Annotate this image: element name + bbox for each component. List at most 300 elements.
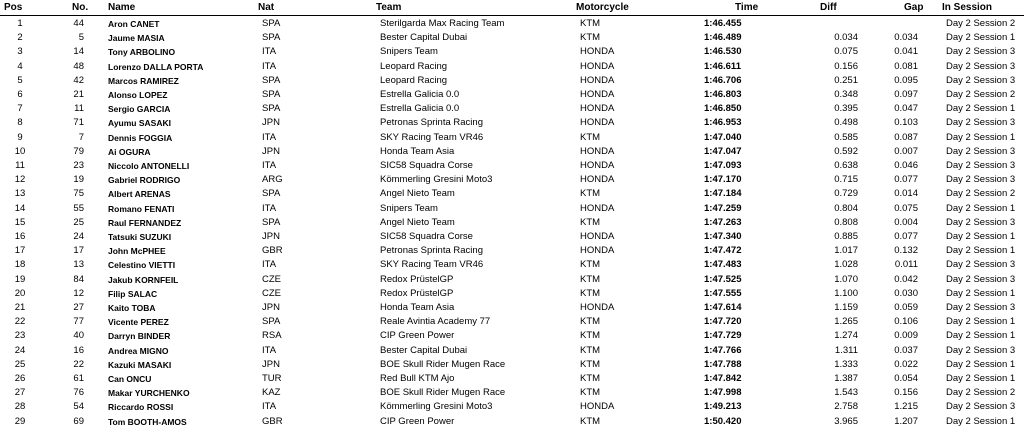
cell-team: SKY Racing Team VR46	[380, 131, 484, 143]
header-motorcycle: Motorcycle	[576, 2, 629, 13]
cell-motorcycle: KTM	[580, 330, 601, 342]
cell-team: Estrella Galicia 0.0	[380, 89, 460, 100]
cell-diff: 1.274	[834, 330, 858, 342]
cell-time: 1:46.489	[704, 32, 742, 44]
cell-nationality: ITA	[262, 259, 277, 271]
cell-number: 12	[73, 287, 84, 299]
cell-time: 1:47.340	[704, 231, 742, 242]
cell-nationality: JPN	[262, 117, 280, 129]
table-row	[0, 230, 1024, 244]
cell-team: Angel Nieto Team	[380, 216, 455, 228]
cell-gap: 0.047	[894, 103, 918, 115]
cell-diff: 1.159	[834, 302, 858, 313]
table-row	[0, 273, 1024, 287]
cell-diff: 0.395	[834, 103, 858, 115]
cell-gap: 0.054	[894, 373, 918, 384]
table-row	[0, 202, 1024, 216]
cell-team: Estrella Galicia 0.0	[380, 103, 460, 115]
cell-time: 1:46.706	[704, 74, 742, 86]
table-row	[0, 102, 1024, 116]
cell-team: SKY Racing Team VR46	[380, 259, 484, 271]
cell-pos: 7	[17, 103, 23, 115]
table-row	[0, 45, 1024, 59]
cell-number: 25	[73, 216, 84, 228]
table-row	[0, 88, 1024, 102]
cell-number: 55	[73, 202, 84, 214]
cell-diff: 1.387	[834, 373, 858, 384]
table-header	[0, 0, 1024, 16]
cell-rider-name: Vicente PEREZ	[108, 317, 169, 328]
cell-number: 79	[73, 145, 84, 157]
cell-session: Day 2 Session 3	[946, 145, 1016, 157]
cell-nationality: CZE	[262, 273, 281, 285]
cell-diff: 0.729	[834, 188, 858, 200]
cell-time: 1:46.611	[704, 60, 741, 72]
cell-nationality: GBR	[262, 245, 283, 257]
cell-team: Bester Capital Dubai	[380, 32, 468, 44]
cell-gap: 0.081	[894, 60, 918, 72]
cell-rider-name: Tony ARBOLINO	[108, 47, 176, 58]
cell-time: 1:47.720	[704, 316, 742, 328]
cell-number: 48	[73, 60, 84, 72]
cell-pos: 20	[14, 287, 26, 299]
cell-diff: 1.333	[834, 358, 858, 370]
cell-gap: 0.075	[894, 202, 918, 214]
cell-pos: 19	[14, 273, 26, 285]
cell-session: Day 2 Session 2	[946, 18, 1016, 29]
cell-diff: 2.758	[834, 401, 858, 413]
cell-time: 1:50.420	[704, 415, 742, 427]
cell-time: 1:47.170	[704, 174, 742, 186]
cell-rider-name: Darryn BINDER	[108, 331, 171, 342]
cell-motorcycle: HONDA	[580, 174, 615, 186]
cell-number: 44	[73, 18, 84, 29]
cell-rider-name: Sergio GARCIA	[108, 104, 171, 115]
cell-motorcycle: HONDA	[580, 46, 615, 58]
cell-team: Kömmerling Gresini Moto3	[380, 174, 493, 186]
cell-time: 1:47.998	[704, 387, 742, 399]
cell-team: CIP Green Power	[380, 415, 455, 427]
cell-gap: 0.059	[894, 302, 918, 313]
cell-nationality: JPN	[262, 358, 280, 370]
cell-number: 24	[73, 231, 84, 242]
cell-nationality: ITA	[262, 344, 277, 356]
cell-number: 75	[73, 188, 84, 200]
cell-time: 1:46.953	[704, 117, 742, 129]
cell-nationality: ARG	[262, 174, 283, 186]
cell-number: 14	[73, 46, 84, 58]
cell-motorcycle: HONDA	[580, 202, 615, 214]
cell-rider-name: Celestino VIETTI	[108, 260, 176, 271]
cell-pos: 11	[15, 160, 25, 171]
table-row	[0, 415, 1024, 429]
cell-motorcycle: KTM	[580, 387, 601, 399]
cell-rider-name: Gabriel RODRIGO	[108, 175, 181, 186]
cell-session: Day 2 Session 1	[946, 103, 1016, 115]
cell-motorcycle: KTM	[580, 273, 601, 285]
cell-pos: 10	[14, 145, 26, 157]
cell-session: Day 2 Session 1	[946, 330, 1016, 342]
cell-number: 21	[73, 89, 84, 100]
cell-diff: 1.543	[834, 387, 858, 399]
cell-pos: 14	[14, 202, 26, 214]
cell-diff: 1.265	[834, 316, 858, 328]
cell-motorcycle: HONDA	[580, 401, 615, 413]
cell-number: 40	[73, 330, 84, 342]
cell-motorcycle: KTM	[580, 415, 601, 427]
cell-team: Sterilgarda Max Racing Team	[380, 18, 505, 29]
header-name: Name	[108, 2, 136, 13]
cell-number: 22	[73, 358, 84, 370]
cell-team: Snipers Team	[380, 46, 438, 58]
cell-diff: 1.100	[834, 287, 858, 299]
cell-pos: 23	[14, 330, 26, 342]
cell-team: Petronas Sprinta Racing	[380, 245, 483, 257]
cell-number: 11	[74, 103, 84, 115]
cell-nationality: KAZ	[262, 387, 281, 399]
cell-team: BOE Skull Rider Mugen Race	[380, 358, 506, 370]
cell-rider-name: Romano FENATI	[108, 203, 175, 214]
header-no: No.	[72, 2, 89, 13]
cell-nationality: ITA	[262, 401, 277, 413]
cell-time: 1:47.614	[704, 302, 742, 313]
cell-diff: 0.715	[834, 174, 858, 186]
cell-motorcycle: HONDA	[580, 245, 615, 257]
cell-gap: 0.042	[894, 273, 918, 285]
cell-pos: 26	[14, 373, 26, 384]
cell-pos: 22	[14, 316, 26, 328]
cell-rider-name: Kazuki MASAKI	[108, 359, 172, 370]
cell-session: Day 2 Session 3	[946, 344, 1016, 356]
cell-gap: 0.132	[894, 245, 918, 257]
cell-gap: 0.014	[894, 188, 918, 200]
cell-session: Day 2 Session 3	[946, 216, 1016, 228]
cell-motorcycle: HONDA	[580, 60, 615, 72]
cell-pos: 6	[17, 89, 23, 100]
table-row	[0, 216, 1024, 230]
cell-motorcycle: KTM	[580, 18, 601, 29]
cell-pos: 16	[14, 231, 26, 242]
cell-rider-name: Filip SALAC	[108, 288, 158, 299]
cell-rider-name: Alonso LOPEZ	[108, 90, 168, 100]
table-row	[0, 116, 1024, 130]
cell-number: 5	[78, 32, 84, 44]
cell-nationality: CZE	[262, 287, 281, 299]
cell-gap: 0.077	[894, 174, 918, 186]
cell-gap: 0.022	[894, 358, 918, 370]
cell-nationality: ITA	[262, 46, 277, 58]
cell-team: CIP Green Power	[380, 330, 455, 342]
cell-time: 1:47.555	[704, 287, 742, 299]
cell-nationality: ITA	[262, 60, 277, 72]
cell-number: 23	[73, 160, 84, 171]
cell-time: 1:47.766	[704, 344, 742, 356]
cell-time: 1:47.472	[704, 245, 742, 257]
cell-motorcycle: HONDA	[580, 103, 615, 115]
table-row	[0, 244, 1024, 258]
cell-diff: 0.638	[834, 160, 858, 171]
cell-session: Day 2 Session 1	[946, 231, 1016, 242]
cell-number: 71	[73, 117, 84, 129]
cell-motorcycle: KTM	[580, 216, 601, 228]
cell-session: Day 2 Session 3	[946, 174, 1016, 186]
cell-nationality: SPA	[262, 103, 281, 115]
cell-gap: 0.034	[894, 32, 918, 44]
cell-nationality: SPA	[262, 188, 281, 200]
cell-number: 7	[78, 131, 84, 143]
table-row	[0, 60, 1024, 74]
cell-time: 1:47.483	[704, 259, 742, 271]
table-row	[0, 74, 1024, 88]
cell-diff: 0.808	[834, 216, 858, 228]
cell-team: Honda Team Asia	[380, 302, 455, 313]
cell-gap: 0.007	[894, 145, 918, 157]
cell-pos: 12	[14, 174, 26, 186]
cell-rider-name: Jaume MASIA	[108, 33, 165, 44]
table-row	[0, 287, 1024, 301]
cell-pos: 17	[14, 245, 26, 257]
table-row	[0, 17, 1024, 31]
cell-time: 1:47.788	[704, 358, 742, 370]
cell-pos: 13	[14, 188, 26, 200]
cell-number: 77	[73, 316, 84, 328]
cell-session: Day 2 Session 3	[946, 46, 1016, 58]
cell-time: 1:46.530	[704, 46, 742, 58]
cell-rider-name: Can ONCU	[108, 374, 152, 384]
cell-nationality: ITA	[262, 131, 277, 143]
cell-nationality: SPA	[262, 316, 281, 328]
cell-pos: 28	[14, 401, 26, 413]
cell-pos: 29	[14, 415, 26, 427]
cell-time: 1:46.850	[704, 103, 742, 115]
cell-motorcycle: KTM	[580, 358, 601, 370]
cell-pos: 9	[17, 131, 23, 143]
cell-motorcycle: KTM	[580, 373, 601, 384]
cell-number: 27	[73, 302, 84, 313]
cell-session: Day 2 Session 3	[946, 74, 1016, 86]
table-row	[0, 159, 1024, 173]
table-row	[0, 173, 1024, 187]
cell-session: Day 2 Session 1	[946, 415, 1016, 427]
cell-pos: 24	[14, 344, 26, 356]
cell-motorcycle: KTM	[580, 344, 601, 356]
table-row	[0, 31, 1024, 45]
cell-team: Kömmerling Gresini Moto3	[380, 401, 493, 413]
cell-motorcycle: KTM	[580, 287, 601, 299]
cell-number: 13	[73, 259, 84, 271]
cell-time: 1:47.525	[704, 273, 742, 285]
cell-time: 1:47.040	[704, 131, 742, 143]
cell-rider-name: Jakub KORNFEIL	[108, 274, 179, 285]
cell-time: 1:47.184	[704, 188, 742, 200]
cell-time: 1:49.213	[704, 401, 742, 413]
cell-session: Day 2 Session 1	[946, 287, 1016, 299]
table-row	[0, 301, 1024, 315]
cell-pos: 1	[17, 18, 23, 29]
cell-gap: 0.011	[894, 259, 918, 271]
cell-nationality: SPA	[262, 18, 281, 29]
cell-session: Day 2 Session 1	[946, 358, 1016, 370]
cell-session: Day 2 Session 2	[946, 188, 1016, 200]
cell-gap: 0.087	[894, 131, 918, 143]
cell-nationality: GBR	[262, 415, 283, 427]
cell-gap: 0.095	[894, 74, 918, 86]
cell-time: 1:46.455	[704, 18, 742, 29]
cell-team: Angel Nieto Team	[380, 188, 455, 200]
cell-gap: 0.097	[894, 89, 918, 100]
cell-rider-name: Kaito TOBA	[108, 303, 156, 313]
cell-time: 1:47.259	[704, 202, 742, 214]
cell-nationality: JPN	[262, 231, 280, 242]
cell-diff: 0.885	[834, 231, 858, 242]
cell-gap: 1.207	[894, 415, 918, 427]
table-row	[0, 344, 1024, 358]
cell-rider-name: Ayumu SASAKI	[108, 118, 171, 129]
cell-nationality: SPA	[262, 74, 281, 86]
cell-nationality: ITA	[262, 202, 277, 214]
cell-pos: 2	[17, 32, 23, 44]
cell-pos: 3	[17, 46, 23, 58]
cell-gap: 0.037	[894, 344, 918, 356]
table-row	[0, 258, 1024, 272]
cell-rider-name: Makar YURCHENKO	[108, 388, 190, 399]
table-row	[0, 329, 1024, 343]
header-divider	[0, 15, 1024, 16]
cell-diff: 0.034	[834, 32, 858, 44]
cell-team: Redox PrüstelGP	[380, 273, 454, 285]
cell-team: Snipers Team	[380, 202, 438, 214]
header-pos: Pos	[4, 2, 23, 13]
header-diff: Diff	[820, 2, 837, 13]
cell-rider-name: Tom BOOTH-AMOS	[108, 416, 187, 427]
table-row	[0, 386, 1024, 400]
table-row	[0, 145, 1024, 159]
cell-session: Day 2 Session 1	[946, 373, 1016, 384]
cell-session: Day 2 Session 1	[946, 245, 1016, 257]
cell-time: 1:47.263	[704, 216, 742, 228]
cell-gap: 0.004	[894, 216, 918, 228]
cell-rider-name: Albert ARENAS	[108, 189, 171, 200]
cell-rider-name: John McPHEE	[108, 246, 166, 257]
cell-pos: 27	[14, 387, 26, 399]
cell-number: 42	[73, 74, 84, 86]
cell-diff: 0.348	[834, 89, 858, 100]
cell-session: Day 2 Session 3	[946, 259, 1016, 271]
cell-team: SIC58 Squadra Corse	[380, 160, 473, 171]
cell-rider-name: Aron CANET	[108, 19, 160, 29]
cell-session: Day 2 Session 1	[946, 32, 1016, 44]
cell-time: 1:47.842	[704, 373, 742, 384]
cell-pos: 4	[17, 60, 23, 72]
cell-gap: 0.009	[894, 330, 918, 342]
cell-rider-name: Ai OGURA	[108, 146, 151, 157]
cell-diff: 0.498	[834, 117, 858, 129]
cell-motorcycle: HONDA	[580, 160, 615, 171]
header-time: Time	[735, 2, 759, 13]
cell-session: Day 2 Session 3	[946, 273, 1016, 285]
table-row	[0, 400, 1024, 414]
cell-diff: 1.311	[834, 344, 858, 356]
cell-session: Day 2 Session 1	[946, 202, 1016, 214]
cell-motorcycle: HONDA	[580, 145, 615, 157]
cell-number: 76	[73, 387, 84, 399]
cell-diff: 0.804	[834, 202, 858, 214]
cell-gap: 0.077	[894, 231, 918, 242]
cell-motorcycle: HONDA	[580, 74, 615, 86]
header-gap: Gap	[904, 2, 924, 13]
cell-motorcycle: KTM	[580, 32, 601, 44]
cell-number: 84	[73, 273, 84, 285]
cell-session: Day 2 Session 3	[946, 60, 1016, 72]
table-row	[0, 187, 1024, 201]
header-session: In Session	[942, 2, 993, 13]
cell-gap: 0.156	[894, 387, 918, 399]
cell-diff: 3.965	[834, 415, 858, 427]
cell-motorcycle: KTM	[580, 316, 601, 328]
cell-team: Reale Avintia Academy 77	[380, 316, 491, 328]
cell-team: BOE Skull Rider Mugen Race	[380, 387, 506, 399]
cell-team: Honda Team Asia	[380, 145, 455, 157]
cell-pos: 15	[14, 216, 26, 228]
cell-diff: 1.070	[834, 273, 858, 285]
cell-time: 1:47.729	[704, 330, 742, 342]
cell-motorcycle: HONDA	[580, 117, 615, 129]
cell-number: 19	[73, 174, 84, 186]
cell-nationality: JPN	[262, 302, 280, 313]
cell-nationality: SPA	[262, 216, 281, 228]
cell-team: Petronas Sprinta Racing	[380, 117, 483, 129]
cell-team: Bester Capital Dubai	[380, 344, 468, 356]
cell-motorcycle: KTM	[580, 259, 601, 271]
cell-session: Day 2 Session 1	[946, 316, 1016, 328]
cell-nationality: RSA	[262, 330, 282, 342]
cell-team: Leopard Racing	[380, 60, 448, 72]
cell-gap: 0.046	[894, 160, 918, 171]
cell-time: 1:46.803	[704, 89, 742, 100]
cell-motorcycle: KTM	[580, 131, 601, 143]
cell-rider-name: Riccardo ROSSI	[108, 402, 174, 413]
cell-session: Day 2 Session 3	[946, 302, 1016, 313]
cell-pos: 8	[17, 117, 23, 129]
cell-pos: 18	[14, 259, 26, 271]
cell-rider-name: Raul FERNANDEZ	[108, 217, 182, 228]
cell-rider-name: Lorenzo DALLA PORTA	[108, 61, 204, 72]
cell-time: 1:47.047	[704, 145, 742, 157]
cell-rider-name: Niccolo ANTONELLI	[108, 161, 190, 171]
cell-number: 54	[73, 401, 84, 413]
cell-diff: 0.592	[834, 145, 858, 157]
table-row	[0, 358, 1024, 372]
cell-time: 1:47.093	[704, 160, 742, 171]
cell-team: Redox PrüstelGP	[380, 287, 454, 299]
cell-session: Day 2 Session 3	[946, 401, 1016, 413]
cell-gap: 1.215	[894, 401, 918, 413]
cell-rider-name: Tatsuki SUZUKI	[108, 232, 172, 242]
cell-team: Leopard Racing	[380, 74, 448, 86]
cell-session: Day 2 Session 2	[946, 387, 1016, 399]
cell-number: 61	[73, 373, 84, 384]
header-nat: Nat	[258, 2, 275, 13]
cell-session: Day 2 Session 3	[946, 160, 1016, 171]
cell-team: SIC58 Squadra Corse	[380, 231, 473, 242]
cell-nationality: SPA	[262, 89, 281, 100]
cell-motorcycle: KTM	[580, 188, 601, 200]
cell-session: Day 2 Session 2	[946, 89, 1016, 100]
cell-nationality: TUR	[262, 373, 282, 384]
cell-gap: 0.103	[894, 117, 918, 129]
cell-gap: 0.030	[894, 287, 918, 299]
cell-motorcycle: HONDA	[580, 302, 615, 313]
